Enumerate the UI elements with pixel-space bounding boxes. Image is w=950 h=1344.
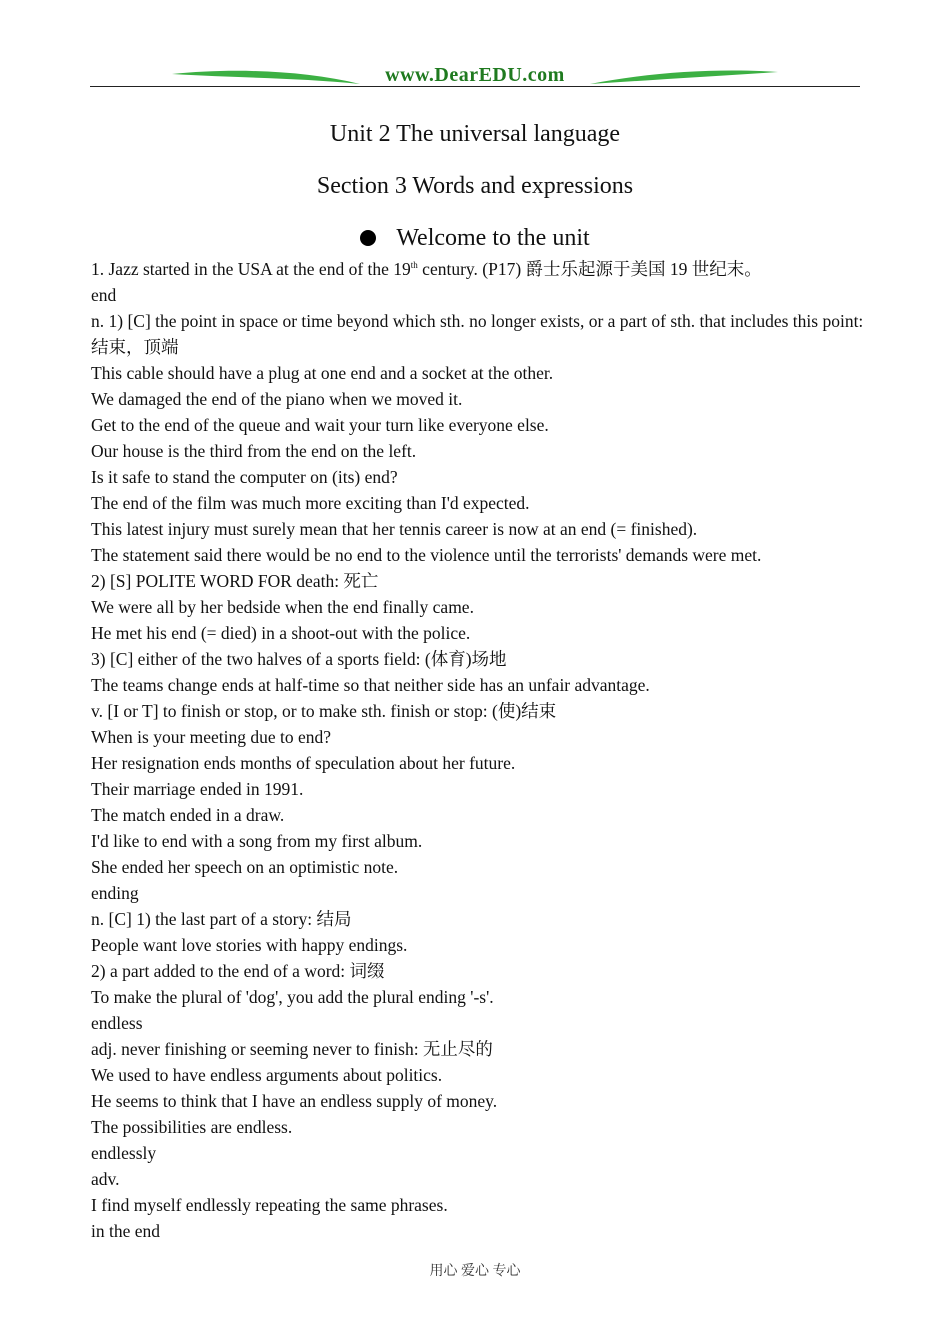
body-line: adj. never finishing or seeming never to finish: 无止尽的 — [91, 1039, 493, 1059]
item-1-sentence — [91, 256, 866, 282]
body-line: I find myself endlessly repeating the same phrases. — [91, 1195, 448, 1215]
body-line: We were all by her bedside when the end finally came. — [91, 597, 474, 617]
body-line: adv. — [91, 1169, 120, 1189]
body-line: Her resignation ends months of speculation about her future. — [91, 753, 516, 773]
item-1-after: century. (P17) 爵士乐起源于美国 19 世纪末。 — [417, 259, 762, 279]
body-line: 2) [S] POLITE WORD FOR death: 死亡 — [91, 571, 379, 591]
body-line: We used to have endless arguments about politics. — [91, 1065, 443, 1085]
body-line: The match ended in a draw. — [91, 805, 285, 825]
body-line: To make the plural of 'dog', you add the plural ending '-s'. — [91, 987, 494, 1007]
item-1-before: 1. Jazz started in the USA at the end of the 19 — [91, 259, 411, 279]
section-title: Section 3 Words and expressions — [316, 173, 634, 199]
body-line: in the end — [91, 1221, 161, 1241]
header-rule — [90, 86, 860, 87]
body-line: Their marriage ended in 1991. — [91, 779, 304, 799]
body-line: Is it safe to stand the computer on (its) end? — [91, 467, 398, 487]
body-line: People want love stories with happy endings. — [91, 935, 408, 955]
body-line: 2) a part added to the end of a word: 词缀 — [91, 961, 385, 981]
unit-title: Unit 2 The universal language — [329, 121, 621, 147]
body-line: end — [91, 285, 117, 305]
body-line: He seems to think that I have an endless supply of money. — [91, 1091, 498, 1111]
body-line: endless — [91, 1013, 143, 1033]
page-footer: 用心 爱心 专心 — [429, 1264, 521, 1279]
body-line: The teams change ends at half-time so that neither side has an unfair advantage. — [91, 675, 650, 695]
bullet-icon — [360, 230, 376, 246]
body-line: This latest injury must surely mean that her tennis career is now at an end (= finished). — [91, 519, 698, 539]
body-line: We damaged the end of the piano when we moved it. — [91, 389, 463, 409]
body-line: He met his end (= died) in a shoot-out with the police. — [91, 623, 471, 643]
body-line: endlessly — [91, 1143, 157, 1163]
title-block — [0, 108, 950, 264]
document-body — [91, 256, 866, 1244]
body-line: n. [C] 1) the last part of a story: 结局 — [91, 909, 352, 929]
body-line: She ended her speech on an optimistic note. — [91, 857, 399, 877]
site-logo: www.DearEDU.com — [385, 64, 565, 86]
body-line: The end of the film was much more exciting than I'd expected. — [91, 493, 530, 513]
body-line: The possibilities are endless. — [91, 1117, 293, 1137]
body-line: v. [I or T] to finish or stop, or to make sth. finish or stop: (使)结束 — [91, 701, 557, 721]
subsection-title: Welcome to the unit — [396, 225, 590, 251]
body-line: 3) [C] either of the two halves of a sports field: (体育)场地 — [91, 649, 507, 669]
body-line: n. 1) [C] the point in space or time beyond which sth. no longer exists, or a part of sth. that includes this point: 结束，顶端 — [91, 311, 864, 357]
body-line: This cable should have a plug at one end and a socket at the other. — [91, 363, 554, 383]
body-line: The statement said there would be no end to the violence until the terrorists' demands were met. — [91, 545, 762, 565]
body-line: Our house is the third from the end on the left. — [91, 441, 417, 461]
body-line: When is your meeting due to end? — [91, 727, 332, 747]
item-1-sup: th — [410, 260, 418, 270]
body-line: I'd like to end with a song from my first album. — [91, 831, 423, 851]
page-header — [90, 62, 860, 90]
body-line: ending — [91, 883, 139, 903]
body-line: Get to the end of the queue and wait your turn like everyone else. — [91, 415, 549, 435]
